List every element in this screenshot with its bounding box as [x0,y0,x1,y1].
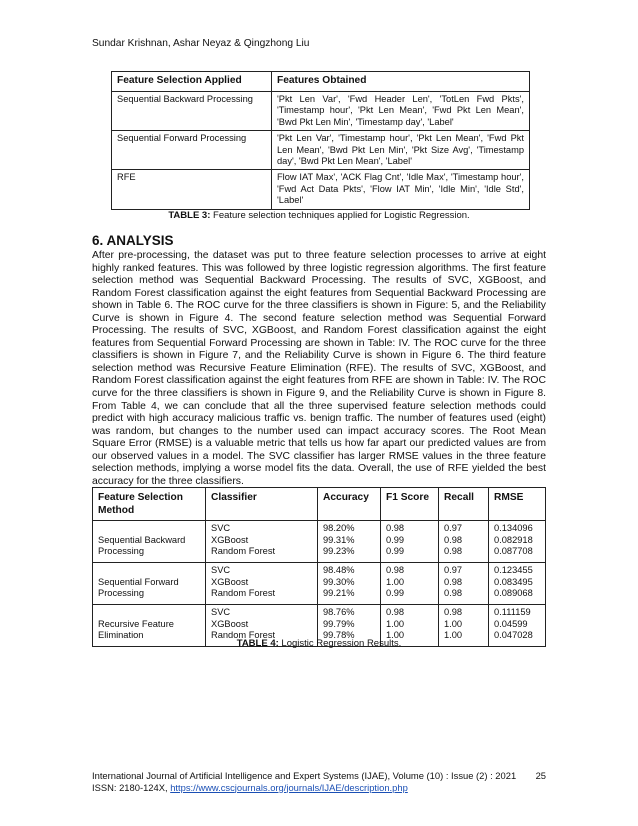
page-number: 25 [535,770,546,781]
table-4-header-classifier: Classifier [206,488,318,521]
table-4-rmse-cell: 0.134096 0.082918 0.087708 [489,521,546,563]
table-4-classifier-cell: SVC XGBoost Random Forest [206,563,318,605]
table-4-caption [92,638,546,649]
table-row [93,521,546,563]
section-heading: 6. ANALYSIS [92,233,174,248]
table-3-header-method: Feature Selection Applied [112,72,272,92]
table-3-method-cell: Sequential Backward Processing [112,92,272,131]
table-4-f1-cell: 0.98 0.99 0.99 [381,521,439,563]
table-3 [111,71,530,210]
table-3-header-row [112,72,530,92]
table-4-header-f1: F1 Score [381,488,439,521]
table-4-classifier-cell: SVC XGBoost Random Forest [206,521,318,563]
table-4-header-row [93,488,546,521]
journal-link[interactable]: https://www.cscjournals.org/journals/IJAE/description.php [170,781,408,793]
table-4-recall-cell: 0.97 0.98 0.98 [439,563,489,605]
table-3-features-cell: 'Pkt Len Var', 'Timestamp hour', 'Pkt Len Mean', 'Fwd Pkt Len Mean', 'Bwd Pkt Len Min', 'Pkt Size Avg', 'Timestamp day', 'Bwd Pkt Len Mean', 'Label' [272,131,530,170]
footer-issn: ISSN: 2180-124X, [92,781,171,793]
table-4 [92,487,546,647]
table-4-accuracy-cell: 98.20% 99.31% 99.23% [318,521,381,563]
table-4-recall-cell: 0.98 1.00 1.00 [439,605,489,647]
table-row [112,131,530,170]
table-4-method-cell: Sequential Backward Processing [93,521,206,563]
table-4-f1-cell: 0.98 1.00 1.00 [381,605,439,647]
table-4-caption-text: Logistic Regression Results. [278,638,402,649]
table-4-recall-cell: 0.97 0.98 0.98 [439,521,489,563]
table-3-features-cell: 'Pkt Len Var', 'Fwd Header Len', 'TotLen Fwd Pkts', 'Timestamp hour', 'Pkt Len Mean', 'Fwd Pkt Len Mean', 'Bwd Pkt Len Min', 'Timestamp day', 'Label' [272,92,530,131]
table-row [112,92,530,131]
table-4-method-cell: Recursive Feature Elimination [93,605,206,647]
table-4-method-cell: Sequential Forward Processing [93,563,206,605]
table-row [112,170,530,209]
table-3-features-cell: Flow IAT Max', 'ACK Flag Cnt', 'Idle Max', 'Timestamp hour', 'Fwd Act Data Pkts', 'Flow IAT Min', 'Idle Min', 'Idle Std', 'Label' [272,170,530,209]
table-4-header-rmse: RMSE [489,488,546,521]
table-3-header-features: Features Obtained [272,72,530,92]
table-4-header-accuracy: Accuracy [318,488,381,521]
table-3-method-cell: Sequential Forward Processing [112,131,272,170]
table-4-rmse-cell: 0.111159 0.04599 0.047028 [489,605,546,647]
table-row [93,563,546,605]
table-4-accuracy-cell: 98.76% 99.79% 99.78% [318,605,381,647]
table-4-header-method: Feature Selection Method [93,488,206,521]
table-3-caption-label: TABLE 3: [168,210,211,221]
table-4-classifier-cell: SVC XGBoost Random Forest [206,605,318,647]
running-header: Sundar Krishnan, Ashar Neyaz & Qingzhong Liu [92,38,310,49]
table-4-caption-label: TABLE 4: [236,638,279,649]
table-3-method-cell: RFE [112,170,272,209]
table-3-caption [92,210,546,221]
table-4-rmse-cell: 0.123455 0.083495 0.089068 [489,563,546,605]
footer-journal: International Journal of Artificial Intelligence and Expert Systems (IJAE), Volume (10) : Issue (2) : 2021 [92,770,517,781]
table-4-f1-cell: 0.98 1.00 0.99 [381,563,439,605]
table-4-header-recall: Recall [439,488,489,521]
table-3-caption-text: Feature selection techniques applied for Logistic Regression. [210,210,470,221]
section-body: After pre-processing, the dataset was put to three feature selection processes to arrive at eight highly ranked features. This was followed by three logistic regression algorithms. The first feature selection method was Sequential Backward Processing. The results of SVC, XGBoost, and Random Forest classification against the eight features from Sequential Backward Processing are shown in Table 6. The ROC curve for the three classifiers is shown in Figure: 5, and the Reliability Curve is shown in Figure 4. The second feature selection method was Sequential Forward Processing. The results of SVC, XGBoost, and Random Forest classification against the eight features from Sequential Forward Processing are shown in Table: IV. The ROC curve for the three classifiers is shown in Figure 7, and the Reliability Curve is shown in Figure 6. The third feature selection method was Recursive Feature Elimination (RFE). The results of SVC, XGBoost, and Random Forest classification against the eight features from RFE are shown in Table: IV. The ROC curve for the three classifiers is shown in Figure 9, and the Reliability Curve is shown in Figure 8. From Table 4, we can conclude that all the three supervised feature selection methods could predict with high accuracy malicious traffic vs. benign traffic. The number of features used (eight) was random, but changes to the number used can impact accuracy scores. The Root Mean Square Error (RMSE) is a valuable metric that tells us how far apart our predicted values are from our observed values in a model. The SVC classifier has larger RMSE values in the three feature selection methods, implying a worse model fits the data. Overall, the use of RFE yielded the best accuracy for the three classifiers. [92,250,546,487]
table-4-accuracy-cell: 98.48% 99.30% 99.21% [318,563,381,605]
page-footer [92,770,546,793]
